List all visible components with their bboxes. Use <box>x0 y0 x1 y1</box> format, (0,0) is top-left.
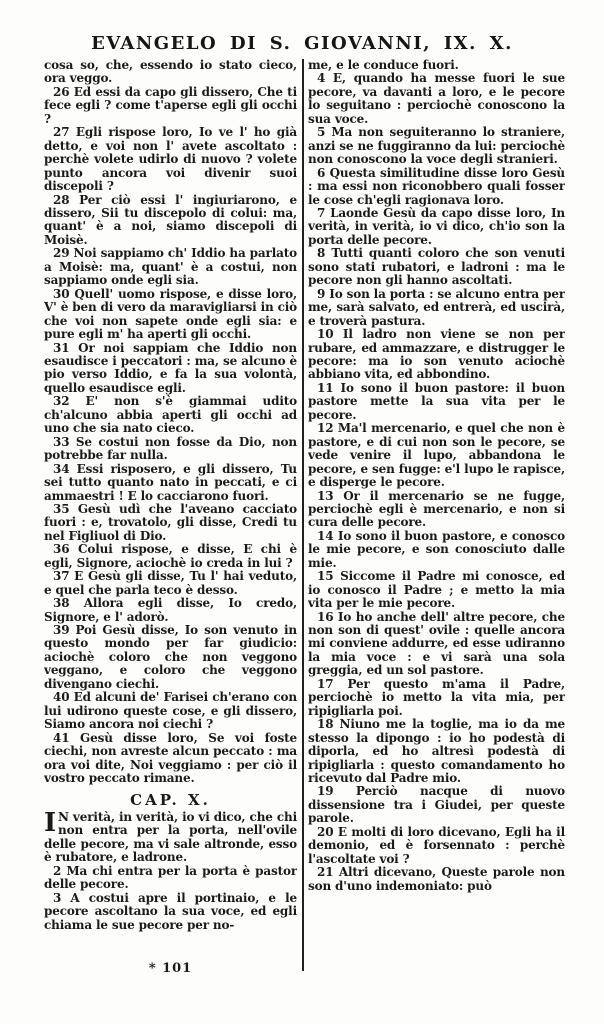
verse: 37 E Gesù gli disse, Tu l' hai veduto, e quel che parla teco è desso. <box>44 569 297 597</box>
verse: I N verità, in verità, io vi dico, che chi non entra per la porta, nell'ovile delle pecore, ma vi sale altronde, esso è rubatore, e ladrone. <box>44 807 297 865</box>
verse: 16 Io ho anche dell' altre pecore, che non son di quest' ovile : quelle ancora mi conviene addurre, ed esse udiranno la mia voce : e vi sarà una sola greggia, ed un sol pastore. <box>308 609 565 678</box>
verse: 26 Ed essi da capo gli dissero, Che ti fece egli ? come t'aperse egli gli occhi ? <box>44 84 297 126</box>
verse: 34 Essi risposero, e gli dissero, Tu sei tutto quanto nato in peccati, e ci ammaestri ! E lo cacciarono fuori. <box>44 461 297 503</box>
verse: 7 Laonde Gesù da capo disse loro, In verità, in verità, io vi dico, ch'io son la porta delle pecore. <box>308 205 565 247</box>
verse: 15 Siccome il Padre mi conosce, ed io conosco il Padre ; e metto la mia vita per le mie pecore. <box>308 569 565 611</box>
verse: 38 Allora egli disse, Io credo, Signore, e l' adorò. <box>44 596 297 624</box>
verse: 9 Io son la porta : se alcuno entra per me, sarà salvato, ed entrerà, ed uscirà, e troverà pastura. <box>308 286 565 328</box>
verse: 31 Or noi sappiam che Iddio non esaudisce i peccatori : ma, se alcuno è pio verso Iddio, e fa la sua volontà, quello esaudisce egli. <box>44 340 297 395</box>
verse: 20 E molti di loro dicevano, Egli ha il demonio, ed è forsennato : perchè l'ascoltate voi ? <box>308 824 565 866</box>
verse: 18 Niuno me la toglie, ma io da me stesso la dipongo : io ho podestà di diporla, ed ho altresì podestà di ripigliarla : questo comandamento ho ricevuto dal Padre mio. <box>308 717 565 786</box>
verse: 6 Questa similitudine disse loro Gesù : ma essi non riconobbero quali fosser le cose ch'egli ragionava loro. <box>308 165 565 207</box>
verse: 35 Gesù udì che l'aveano cacciato fuori : e, trovatolo, gli disse, Credi tu nel Figliuol di Dio. <box>44 501 297 543</box>
right-column <box>308 59 565 971</box>
verse: 14 Io sono il buon pastore, e conosco le mie pecore, e son conosciuto dalle mie. <box>308 528 565 570</box>
verse: 41 Gesù disse loro, Se voi foste ciechi, non avreste alcun peccato : ma ora voi dite, Noi veggiamo : per ciò il vostro peccato rimane. <box>44 730 297 786</box>
verse: 28 Per ciò essi l' ingiuriarono, e dissero, Sii tu discepolo di colui: ma, quant' è a noi, siamo discepoli di Moisè. <box>44 192 297 247</box>
verse: 2 Ma chi entra per la porta è pastor delle pecore. <box>44 863 297 892</box>
verse: 4 E, quando ha messe fuori le sue pecore, va davanti a loro, e le pecore lo seguitano : perciochè conoscono la sua voce. <box>308 71 565 126</box>
continuation-text: me, e le conduce fuori. <box>308 59 459 72</box>
chapter-heading: CAP. X. <box>130 791 211 810</box>
verse: 13 Or il mercenario se ne fugge, perciochè egli è mercenario, e non si cura delle pecore. <box>308 488 565 530</box>
verse: 10 Il ladro non viene se non per rubare, ed ammazzare, e distrugger le pecore: ma io son venuto aciochè abbiano vita, ed abbondino. <box>308 327 565 382</box>
verse: 32 E' non s'è giammai udito ch'alcuno abbia aperti gli occhi ad uno che sia nato cieco. <box>44 394 297 436</box>
verse: 3 A costui apre il portinaio, e le pecore ascoltano la sua voce, ed egli chiama le sue pecore per no- <box>44 890 297 932</box>
drop-cap-initial: I <box>44 807 57 838</box>
column-divider <box>302 59 304 971</box>
verse: 11 Io sono il buon pastore: il buon pastore mette la sua vita per le pecore. <box>308 380 565 422</box>
page-header: EVANGELO DI S. GIOVANNI, IX. X. <box>91 33 513 54</box>
left-column <box>44 59 297 971</box>
verse: 40 Ed alcuni de' Farisei ch'erano con lui udirono queste cose, e gli dissero, Siamo ancora noi ciechi ? <box>44 690 297 732</box>
verse: 21 Altri dicevano, Queste parole non son d'uno indemoniato: può <box>308 865 565 893</box>
verse: 29 Noi sappiamo ch' Iddio ha parlato a Moisè: ma, quant' è a costui, non sappiamo onde egli sia. <box>44 246 297 288</box>
verse: 12 Ma'l mercenario, e quel che non è pastore, e di cui non son le pecore, se vede venire il lupo, abbandona le pecore, e sen fugge: e'l lupo le rapisce, e disperge le pecore. <box>308 421 565 490</box>
verse: 36 Colui rispose, e disse, E chi è egli, Signore, aciochè io creda in lui ? <box>44 542 297 570</box>
continuation-text: cosa so, che, essendo io stato cieco, ora veggo. <box>44 59 297 86</box>
verse: 19 Perciò nacque di nuovo dissensione tra i Giudei, per queste parole. <box>308 784 565 826</box>
text-columns <box>44 59 565 971</box>
page-number: * 101 <box>148 961 193 976</box>
verse: 8 Tutti quanti coloro che son venuti sono stati rubatori, e ladroni : ma le pecore non gli hanno ascoltati. <box>308 246 565 288</box>
verse: 27 Egli rispose loro, Io ve l' ho già detto, e voi non l' avete ascoltato : perchè volete udirlo di nuovo ? volete punto ancora voi divenir suoi discepoli ? <box>44 125 297 194</box>
verse: 5 Ma non seguiteranno lo straniere, anzi se ne fuggiranno da lui: perciochè non conoscono la voce degli stranieri. <box>308 125 565 167</box>
verse: 30 Quell' uomo rispose, e disse loro, V' è ben di vero da maravigliarsi in ciò che voi non sapete onde egli sia: e pure egli m' ha aperti gli occhi. <box>44 286 297 342</box>
verse: 17 Per questo m'ama il Padre, perciochè io metto la vita mia, per ripigliarla poi. <box>308 676 565 718</box>
verse: 33 Se costui non fosse da Dio, non potrebbe far nulla. <box>44 434 297 463</box>
verse: 39 Poi Gesù disse, Io son venuto in questo mondo per far giudicio: aciochè coloro che non veggono veggano, e coloro che veggono divengano ciechi. <box>44 623 297 691</box>
